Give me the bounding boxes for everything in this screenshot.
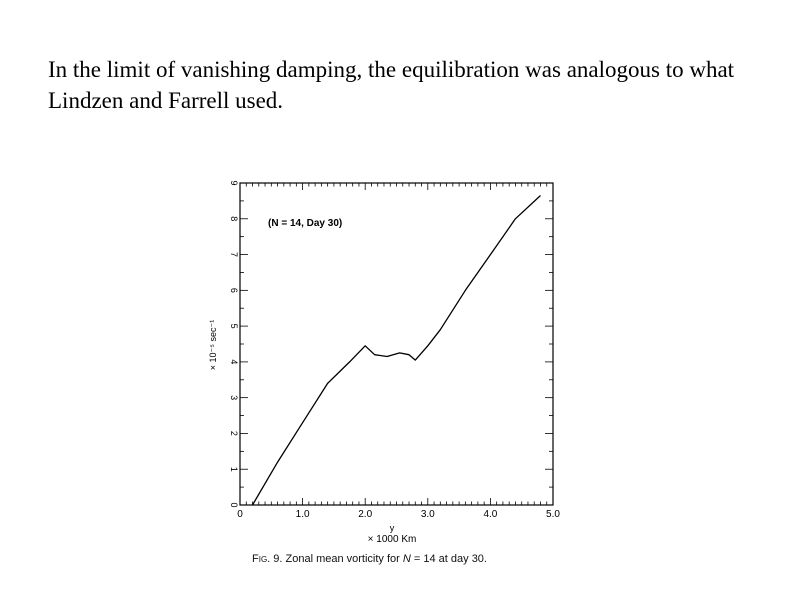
y-axis-label: × 10⁻⁵ sec⁻¹: [208, 319, 218, 371]
x-tick-label: 4.0: [483, 509, 498, 520]
y-tick-label: 6: [229, 287, 239, 293]
vorticity-line: [253, 196, 541, 506]
x-tick-label: 0: [237, 509, 243, 520]
caption-body-before: Zonal mean vorticity for: [282, 553, 403, 565]
caption-variable: N: [402, 553, 411, 565]
y-tick-label: 7: [229, 252, 240, 258]
tick-labels: [229, 180, 560, 520]
x-tick-label: 3.0: [420, 509, 435, 520]
y-tick-label: 9: [229, 180, 239, 186]
x-tick-label: 2.0: [358, 509, 373, 520]
y-tick-label: 3: [229, 395, 239, 401]
x-tick-label: 1.0: [295, 509, 310, 520]
x-axis-label-variable: y: [389, 523, 395, 533]
slide-text: In the limit of vanishing damping, the equilibration was analogous to what Lindzen and Farrell used.: [48, 57, 735, 113]
caption-body-after: = 14 at day 30.: [410, 553, 487, 565]
x-tick-label: 5.0: [546, 509, 560, 520]
y-tick-label: 8: [229, 216, 239, 222]
y-tick-label: 0: [229, 502, 239, 508]
x-axis-label-units: × 1000 Km: [367, 534, 417, 545]
y-tick-label: 4: [229, 359, 239, 365]
figure-caption: [252, 553, 487, 565]
caption-prefix: Fig. 9.: [252, 553, 283, 565]
y-tick-label: 2: [229, 430, 239, 436]
chart-title: (N = 14, Day 30): [268, 218, 343, 229]
y-tick-label: 1: [229, 466, 239, 472]
series-group: [253, 196, 541, 506]
y-tick-label: 5: [229, 323, 239, 329]
